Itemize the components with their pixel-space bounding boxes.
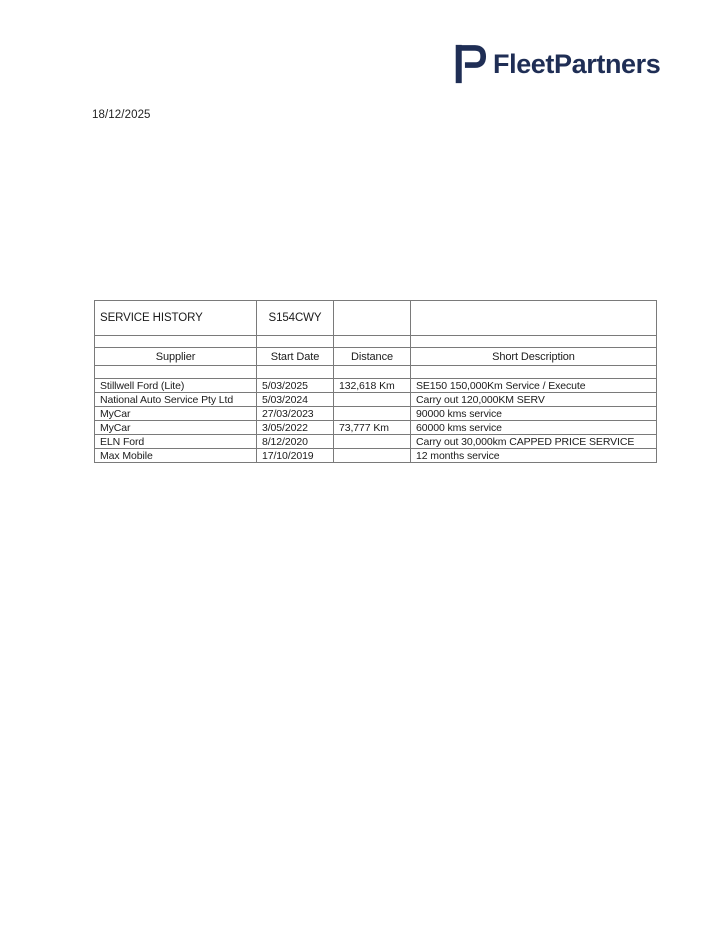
supplier-cell: MyCar bbox=[95, 421, 257, 435]
description-cell: SE150 150,000Km Service / Execute bbox=[411, 379, 657, 393]
empty-cell bbox=[411, 301, 657, 336]
table-row bbox=[95, 435, 657, 449]
distance-cell bbox=[334, 407, 411, 421]
distance-cell bbox=[334, 449, 411, 463]
supplier-cell: Max Mobile bbox=[95, 449, 257, 463]
distance-cell: 132,618 Km bbox=[334, 379, 411, 393]
description-cell: 90000 kms service bbox=[411, 407, 657, 421]
table-row bbox=[95, 379, 657, 393]
start-date-cell: 5/03/2025 bbox=[257, 379, 334, 393]
spacer-row bbox=[95, 336, 657, 348]
description-cell: 12 months service bbox=[411, 449, 657, 463]
start-date-cell: 27/03/2023 bbox=[257, 407, 334, 421]
empty-cell bbox=[334, 301, 411, 336]
table-row bbox=[95, 393, 657, 407]
registration-number: S154CWY bbox=[257, 301, 334, 336]
supplier-cell: Stillwell Ford (Lite) bbox=[95, 379, 257, 393]
fleetpartners-logo-icon bbox=[451, 43, 488, 85]
brand-wordmark: FleetPartners bbox=[493, 48, 661, 79]
table-title: SERVICE HISTORY bbox=[95, 301, 257, 336]
table-row bbox=[95, 449, 657, 463]
description-cell: Carry out 30,000km CAPPED PRICE SERVICE bbox=[411, 435, 657, 449]
description-cell: 60000 kms service bbox=[411, 421, 657, 435]
distance-cell bbox=[334, 393, 411, 407]
supplier-cell: MyCar bbox=[95, 407, 257, 421]
spacer-row bbox=[95, 366, 657, 379]
column-header-distance: Distance bbox=[334, 348, 411, 366]
supplier-cell: National Auto Service Pty Ltd bbox=[95, 393, 257, 407]
supplier-cell: ELN Ford bbox=[95, 435, 257, 449]
document-date: 18/12/2025 bbox=[92, 109, 151, 121]
column-header-row bbox=[95, 348, 657, 366]
distance-cell bbox=[334, 435, 411, 449]
table-row bbox=[95, 407, 657, 421]
column-header-short-description: Short Description bbox=[411, 348, 657, 366]
table-row bbox=[95, 421, 657, 435]
start-date-cell: 3/05/2022 bbox=[257, 421, 334, 435]
table-title-row bbox=[95, 301, 657, 336]
description-cell: Carry out 120,000KM SERV bbox=[411, 393, 657, 407]
brand-logo bbox=[451, 43, 660, 85]
distance-cell: 73,777 Km bbox=[334, 421, 411, 435]
service-history-table bbox=[94, 300, 657, 463]
column-header-start-date: Start Date bbox=[257, 348, 334, 366]
start-date-cell: 17/10/2019 bbox=[257, 449, 334, 463]
start-date-cell: 8/12/2020 bbox=[257, 435, 334, 449]
column-header-supplier: Supplier bbox=[95, 348, 257, 366]
start-date-cell: 5/03/2024 bbox=[257, 393, 334, 407]
